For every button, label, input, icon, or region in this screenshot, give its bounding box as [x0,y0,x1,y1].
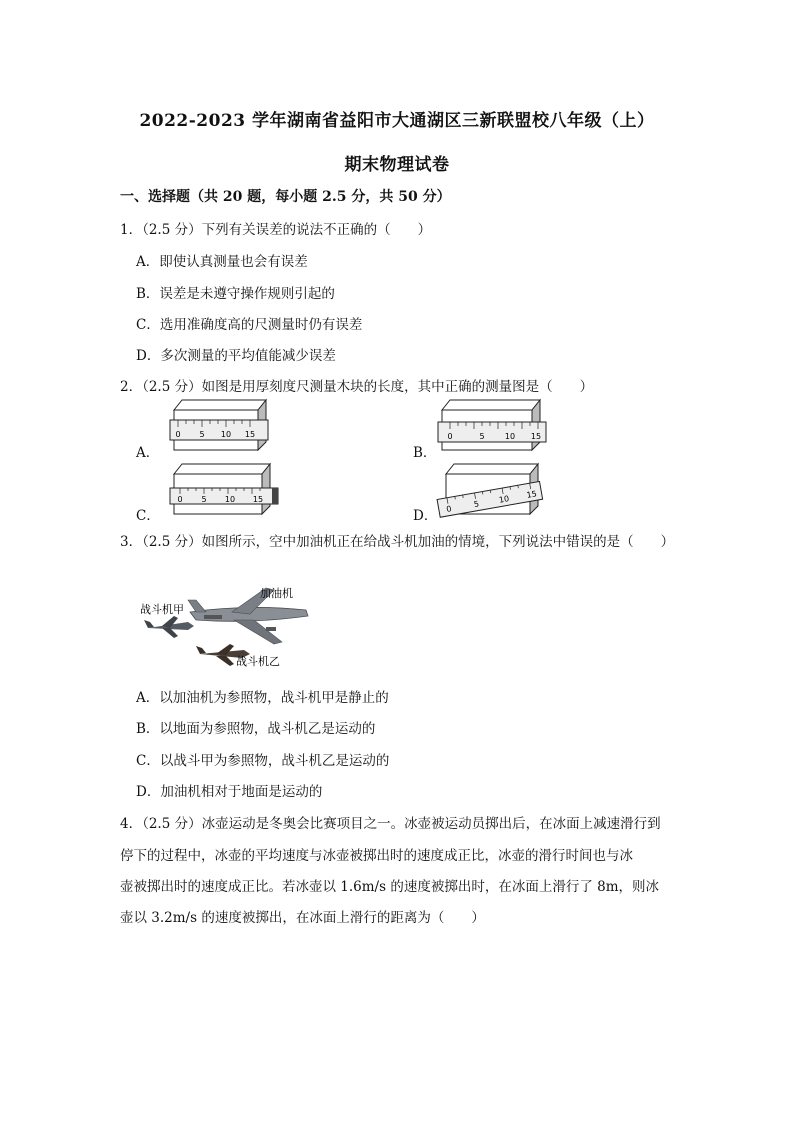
q2b-tick-15: 15 [530,432,542,441]
q2a-tick-0: 0 [175,430,181,439]
q2d-tick-15: 15 [525,489,538,500]
q1-option-d: D．多次测量的平均值能减少误差 [136,348,336,364]
q4-line-3: 壶被掷出时的速度成正比。若冰壶以 1.6m/s 的速度被掷出时，在冰面上滑行了 8m，则冰 [120,879,660,895]
q4-line-2: 停下的过程中，冰壶的平均速度与冰壶被掷出时的速度成正比，冰壶的滑行时间也与冰 [120,848,633,864]
fighter-a-icon [144,616,194,638]
q2c-tick-15: 15 [252,495,264,504]
q3-option-c: C．以战斗甲为参照物，战斗机乙是运动的 [136,753,390,769]
q4-line-4: 壶以 3.2m/s 的速度被掷出，在冰面上滑行的距离为（ ） [120,910,485,926]
q1-option-c: C．选用准确度高的尺测量时仍有误差 [136,317,363,333]
q1-option-b: B．误差是未遵守操作规则引起的 [136,286,335,302]
q2c-tick-5: 5 [201,495,207,504]
q2a-tick-5: 5 [199,430,205,439]
q2d-tick-0: 0 [445,504,453,514]
q2-label-a: A． [136,445,160,461]
fighter-b-label: 战斗机乙 [236,655,280,668]
exam-title-line2: 期末物理试卷 [344,155,450,175]
q2-figure-d [432,460,552,522]
q2b-tick-5: 5 [479,432,485,441]
q2c-tick-0: 0 [177,495,183,504]
q2-label-b: B． [413,445,437,461]
q3-option-a: A．以加油机为参照物，战斗机甲是静止的 [136,690,389,706]
q3-option-d: D．加油机相对于地面是运动的 [136,784,323,800]
tanker-label: 加油机 [260,587,293,600]
q2-figure-c [160,460,288,520]
q2-label-c: C． [136,508,160,524]
exam-title-line1: 2022-2023 学年湖南省益阳市大通湖区三新联盟校八年级（上） [139,111,655,131]
q1-option-a: A．即使认真测量也会有误差 [136,254,308,270]
q2-figure-b [436,396,556,456]
q3-option-b: B．以地面为参照物，战斗机乙是运动的 [136,721,376,737]
q2-figure-a [160,396,280,456]
q2a-tick-10: 10 [220,430,232,439]
q3-refueling-figure [138,582,318,672]
q2c-tick-10: 10 [224,495,236,504]
q4-line-1: 4．（2.5 分）冰壶运动是冬奥会比赛项目之一。冰壶被运动员掷出后，在冰面上减速滑行到 [120,816,661,832]
q2b-tick-0: 0 [447,432,453,441]
q1-stem: 1．（2.5 分）下列有关误差的说法不正确的（ ） [120,222,432,238]
q2a-tick-15: 15 [244,430,256,439]
q3-stem: 3．（2.5 分）如图所示，空中加油机正在给战斗机加油的情境，下列说法中错误的是（ ） [120,534,675,550]
fighter-a-label: 战斗机甲 [140,603,184,616]
section-heading: 一、选择题（共 20 题，每小题 2.5 分，共 50 分） [120,189,451,205]
q2d-tick-10: 10 [498,494,510,505]
q2b-tick-10: 10 [504,432,516,441]
q2d-tick-5: 5 [473,499,480,510]
q2-label-d: D． [413,508,438,524]
q2-stem: 2．（2.5 分）如图是用厚刻度尺测量木块的长度，其中正确的测量图是（ ） [120,379,594,395]
